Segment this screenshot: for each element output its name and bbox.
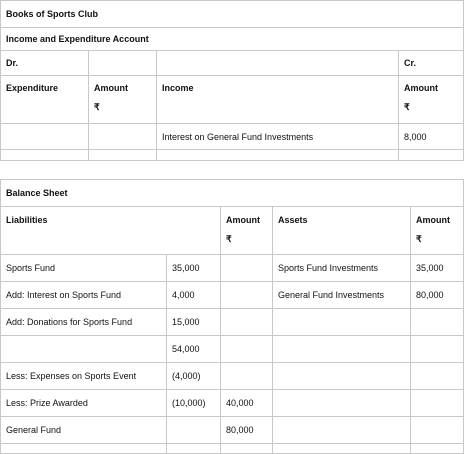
- liability-label: [1, 336, 167, 363]
- liability-subamount: 35,000: [167, 255, 221, 282]
- col-liabilities: Liabilities: [1, 207, 221, 255]
- balance-sheet-title: Balance Sheet: [1, 180, 464, 207]
- income-item: Interest on General Fund Investments: [157, 124, 399, 150]
- asset-label: [273, 417, 411, 444]
- liability-label: Add: Donations for Sports Fund: [1, 309, 167, 336]
- liability-amount: [221, 309, 273, 336]
- asset-label: [273, 336, 411, 363]
- liability-amount: [221, 363, 273, 390]
- asset-amount: 80,000: [411, 282, 464, 309]
- income-expenditure-table: [0, 0, 464, 161]
- liability-subamount: 4,000: [167, 282, 221, 309]
- table-row: [1, 282, 464, 309]
- dr-label: Dr.: [1, 51, 89, 76]
- col-amount-left: [89, 76, 157, 124]
- table-row: [1, 390, 464, 417]
- liability-subamount: (4,000): [167, 363, 221, 390]
- table-row: [1, 417, 464, 444]
- liability-label: Less: Expenses on Sports Event: [1, 363, 167, 390]
- asset-label: General Fund Investments: [273, 282, 411, 309]
- col-amount-right: [399, 76, 464, 124]
- asset-label: Sports Fund Investments: [273, 255, 411, 282]
- account-title: Income and Expenditure Account: [1, 28, 464, 51]
- col-amount-left-label: Amount: [94, 83, 128, 93]
- asset-amount: 35,000: [411, 255, 464, 282]
- liability-subamount: 54,000: [167, 336, 221, 363]
- liability-amount: [221, 336, 273, 363]
- col-amount-right-label: Amount: [404, 83, 438, 93]
- col-assets: Assets: [273, 207, 411, 255]
- rupee-symbol: ₹: [94, 102, 100, 112]
- liability-amount: [221, 255, 273, 282]
- table-row: [1, 336, 464, 363]
- table-row: [1, 363, 464, 390]
- liability-subamount: 15,000: [167, 309, 221, 336]
- liability-label: Less: Prize Awarded: [1, 390, 167, 417]
- liability-subamount: [167, 417, 221, 444]
- col-income: Income: [157, 76, 399, 124]
- liability-amount: 80,000: [221, 417, 273, 444]
- asset-amount: [411, 309, 464, 336]
- col-expenditure: Expenditure: [1, 76, 89, 124]
- col-amount-liabilities-label: Amount: [226, 215, 260, 225]
- asset-amount: [411, 390, 464, 417]
- table-row: [1, 255, 464, 282]
- asset-label: [273, 309, 411, 336]
- asset-amount: [411, 336, 464, 363]
- liability-amount: [221, 282, 273, 309]
- liability-label: General Fund: [1, 417, 167, 444]
- club-title: Books of Sports Club: [1, 1, 464, 28]
- liability-amount: 40,000: [221, 390, 273, 417]
- liability-subamount: (10,000): [167, 390, 221, 417]
- balance-sheet-table: [0, 179, 464, 454]
- cr-label: Cr.: [399, 51, 464, 76]
- asset-label: [273, 390, 411, 417]
- asset-amount: [411, 363, 464, 390]
- col-amount-assets: [411, 207, 464, 255]
- rupee-symbol: ₹: [404, 102, 410, 112]
- income-amount: 8,000: [399, 124, 464, 150]
- col-amount-assets-label: Amount: [416, 215, 450, 225]
- liability-label: Add: Interest on Sports Fund: [1, 282, 167, 309]
- table-row: [1, 309, 464, 336]
- asset-amount: [411, 417, 464, 444]
- rupee-symbol: ₹: [416, 234, 422, 244]
- liability-label: Sports Fund: [1, 255, 167, 282]
- rupee-symbol: ₹: [226, 234, 232, 244]
- asset-label: [273, 363, 411, 390]
- col-amount-liabilities: [221, 207, 273, 255]
